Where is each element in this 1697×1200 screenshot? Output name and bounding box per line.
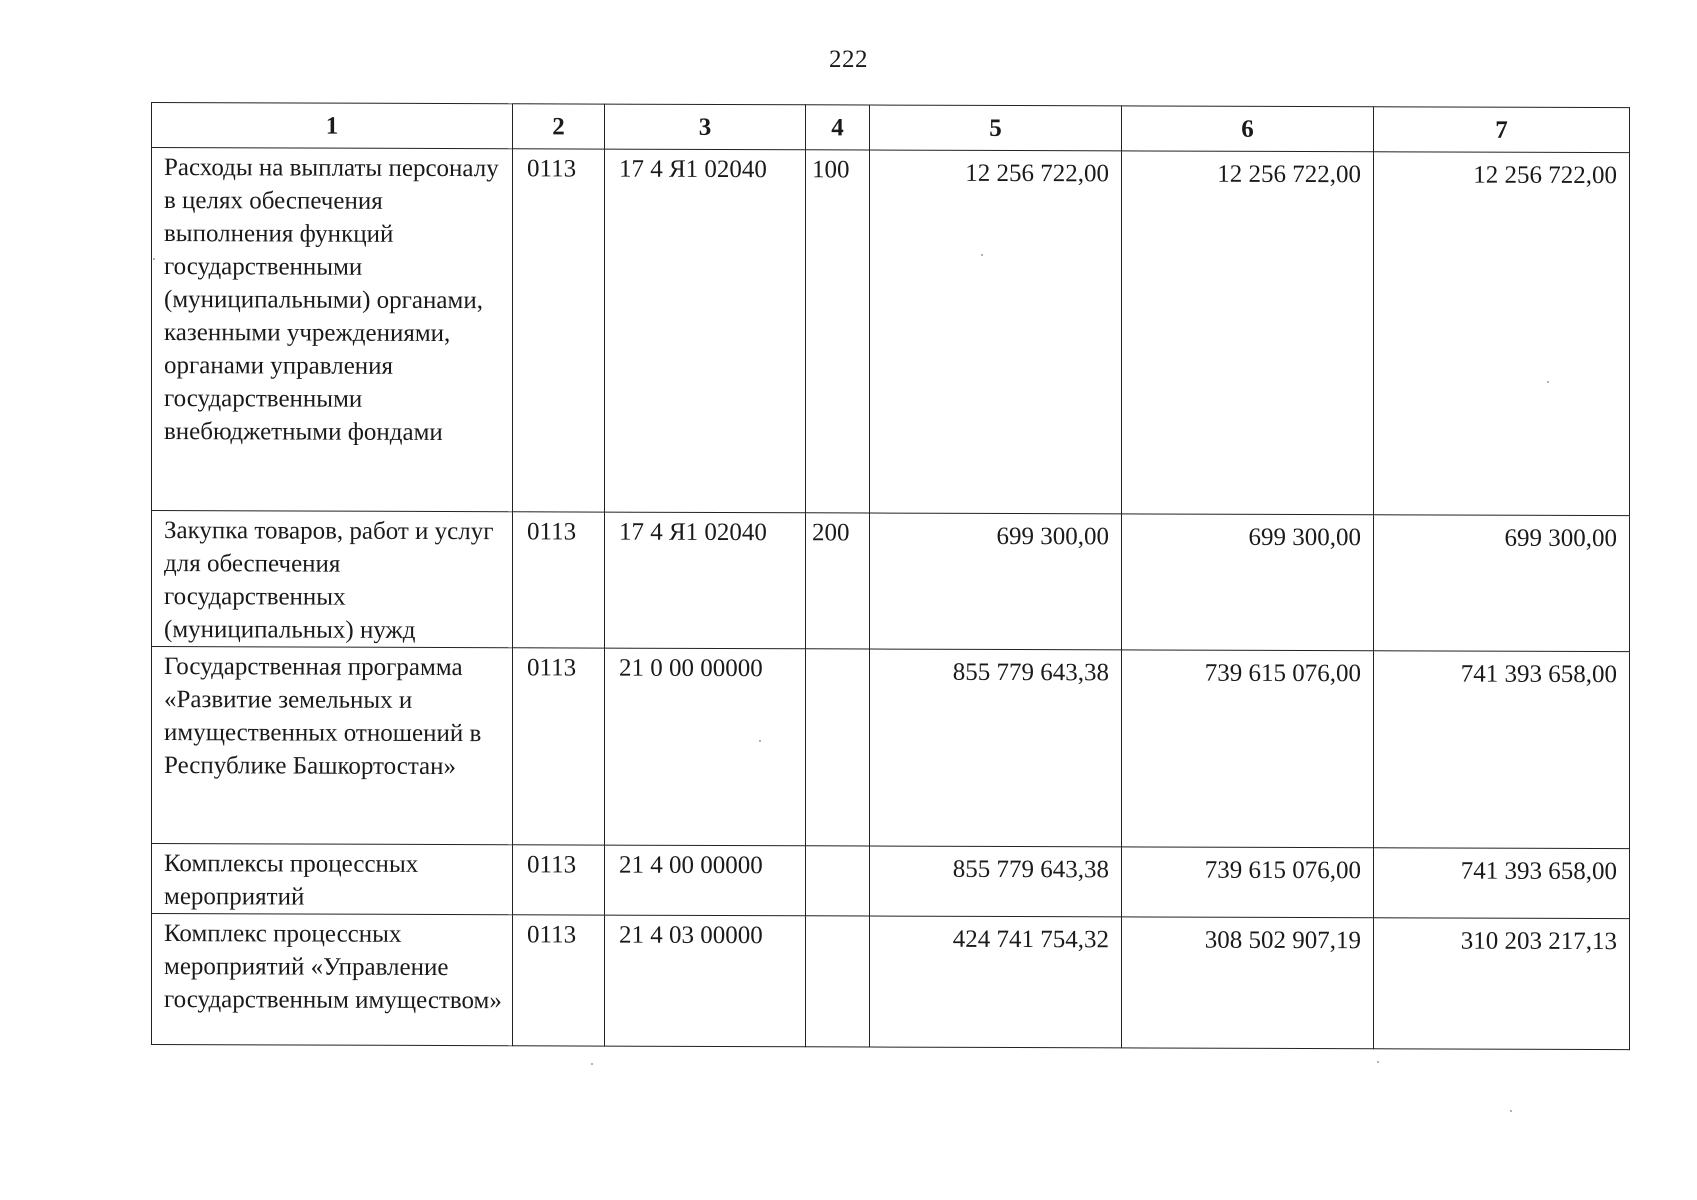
scan-speck bbox=[591, 1063, 593, 1065]
expense-name: Расходы на выплаты персоналу в целях обеспечения выполнения функций государственными (муниципальными) органами, казенными учреждениями, органами управления государственными внебюджетными фондами bbox=[152, 148, 513, 512]
amount-column-7: 12 256 722,00 bbox=[1374, 152, 1630, 516]
amount-column-6: 12 256 722,00 bbox=[1122, 151, 1374, 515]
section-code: 0113 bbox=[513, 648, 605, 845]
expense-kind-code bbox=[806, 846, 870, 916]
section-code: 0113 bbox=[513, 512, 605, 648]
expense-kind-code bbox=[806, 649, 870, 846]
target-article-code: 21 4 03 00000 bbox=[605, 915, 806, 1047]
amount-column-7: 699 300,00 bbox=[1374, 515, 1630, 652]
expense-name: Комплекс процессных мероприятий «Управление государственным имуществом» bbox=[152, 914, 513, 1046]
scan-speck bbox=[1377, 1061, 1379, 1063]
scan-speck bbox=[1510, 1110, 1512, 1112]
amount-column-6: 739 615 076,00 bbox=[1122, 650, 1374, 848]
section-code: 0113 bbox=[513, 915, 605, 1046]
amount-column-5: 12 256 722,00 bbox=[870, 150, 1122, 514]
amount-column-5: 855 779 643,38 bbox=[870, 846, 1122, 917]
expense-name: Комплексы процессных мероприятий bbox=[152, 844, 513, 915]
column-header-5: 5 bbox=[870, 105, 1122, 151]
amount-column-6: 699 300,00 bbox=[1122, 514, 1374, 651]
column-header-2: 2 bbox=[513, 104, 605, 149]
expense-name: Государственная программа «Развитие земельных и имущественных отношений в Республике Башкортостан» bbox=[152, 647, 513, 845]
scan-speck bbox=[153, 258, 155, 260]
table-row bbox=[152, 844, 1630, 919]
amount-column-6: 308 502 907,19 bbox=[1122, 917, 1374, 1049]
section-code: 0113 bbox=[513, 845, 605, 915]
column-header-6: 6 bbox=[1122, 106, 1374, 152]
column-header-7: 7 bbox=[1374, 107, 1630, 153]
expense-kind-code: 100 bbox=[806, 150, 870, 513]
target-article-code: 17 4 Я1 02040 bbox=[605, 512, 806, 649]
amount-column-5: 699 300,00 bbox=[870, 513, 1122, 650]
column-header-3: 3 bbox=[605, 104, 806, 150]
header-row bbox=[152, 103, 1630, 153]
amount-column-7: 741 393 658,00 bbox=[1374, 848, 1630, 919]
scan-speck bbox=[759, 740, 761, 742]
expense-kind-code: 200 bbox=[806, 513, 870, 649]
amount-column-7: 741 393 658,00 bbox=[1374, 651, 1630, 849]
target-article-code: 21 0 00 00000 bbox=[605, 648, 806, 846]
amount-column-5: 424 741 754,32 bbox=[870, 916, 1122, 1048]
target-article-code: 17 4 Я1 02040 bbox=[605, 149, 806, 513]
budget-table bbox=[151, 102, 1630, 1050]
scan-speck bbox=[981, 254, 983, 256]
column-header-1: 1 bbox=[152, 103, 513, 149]
table-row bbox=[152, 647, 1630, 849]
amount-column-5: 855 779 643,38 bbox=[870, 649, 1122, 847]
column-header-4: 4 bbox=[806, 105, 870, 150]
expense-kind-code bbox=[806, 916, 870, 1047]
page-number: 222 bbox=[829, 46, 868, 73]
budget-table-container bbox=[151, 102, 1629, 1050]
amount-column-6: 739 615 076,00 bbox=[1122, 847, 1374, 918]
section-code: 0113 bbox=[513, 149, 605, 512]
table-row bbox=[152, 148, 1630, 516]
amount-column-7: 310 203 217,13 bbox=[1374, 918, 1630, 1050]
table-row bbox=[152, 914, 1630, 1050]
table-row bbox=[152, 511, 1630, 652]
expense-name: Закупка товаров, работ и услуг для обеспечения государственных (муниципальных) нужд bbox=[152, 511, 513, 648]
target-article-code: 21 4 00 00000 bbox=[605, 845, 806, 916]
scan-speck bbox=[1547, 381, 1549, 383]
